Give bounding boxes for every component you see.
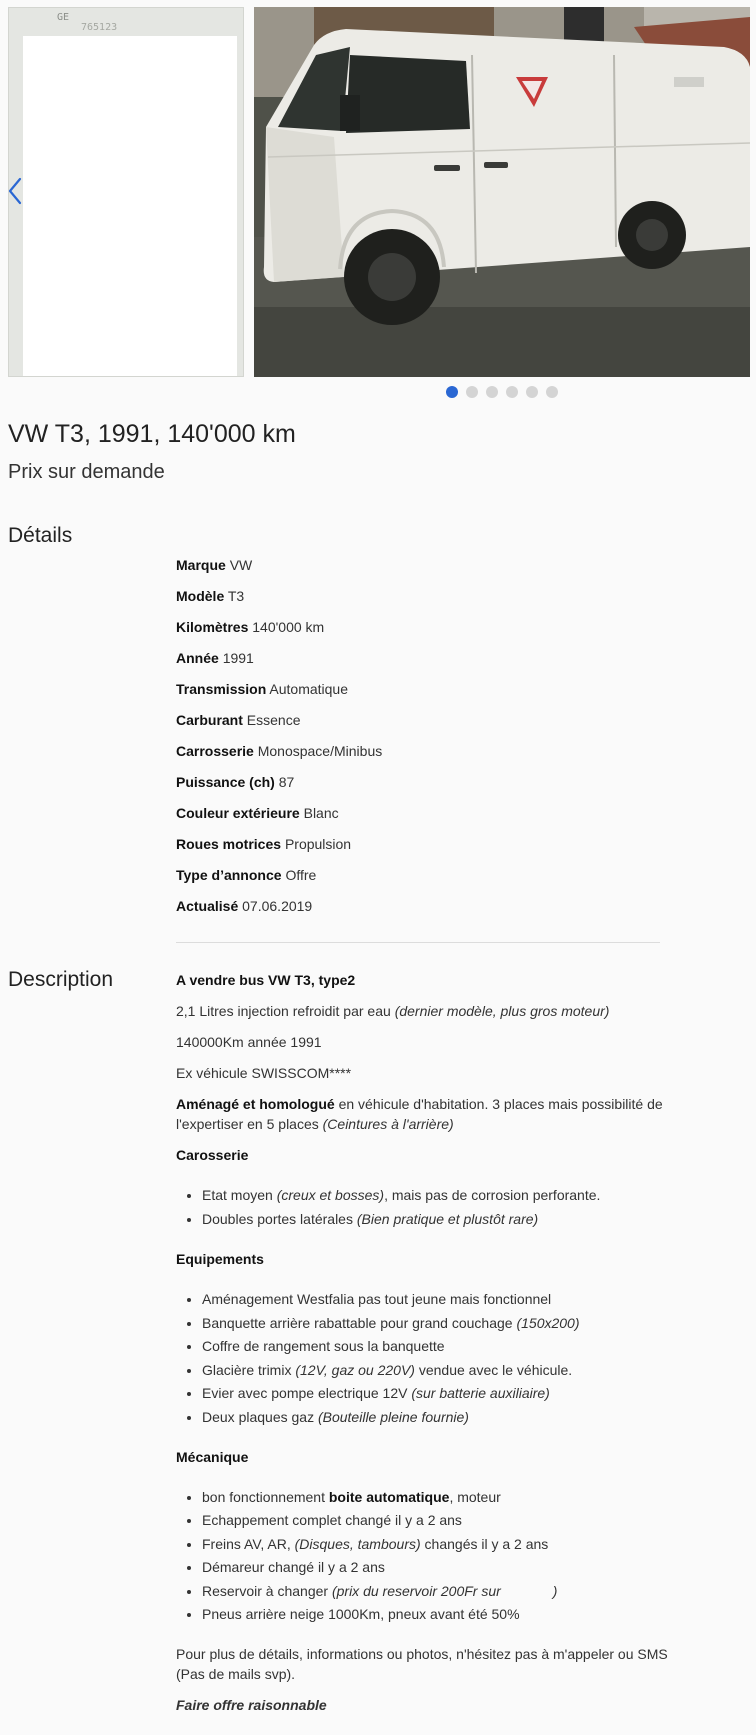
detail-key: Roues motrices bbox=[176, 836, 282, 852]
detail-row-roues bbox=[176, 834, 676, 865]
gallery-pagination bbox=[446, 386, 558, 398]
main-vehicle-photo[interactable] bbox=[254, 7, 750, 377]
detail-row-puissance bbox=[176, 772, 676, 803]
detail-key: Puissance (ch) bbox=[176, 774, 275, 790]
gallery-dot-3[interactable] bbox=[486, 386, 498, 398]
description-line-km: 140000Km année 1991 bbox=[176, 1034, 322, 1050]
details-heading: Détails bbox=[8, 524, 73, 547]
gallery-dot-2[interactable] bbox=[466, 386, 478, 398]
detail-key: Année bbox=[176, 650, 219, 666]
detail-row-actualise bbox=[176, 896, 676, 927]
detail-key: Marque bbox=[176, 557, 226, 573]
list-item: • bon fonctionnement boite automatique, moteur bbox=[202, 1487, 676, 1507]
thumbnail-form-code: GE bbox=[57, 12, 70, 23]
thumbnail-form-number: 765123 bbox=[81, 22, 118, 33]
thumbnail-paper bbox=[23, 36, 237, 376]
chevron-left-icon bbox=[7, 177, 23, 205]
van-photo bbox=[254, 7, 750, 377]
detail-value: VW bbox=[229, 557, 253, 573]
detail-value: Monospace/Minibus bbox=[257, 743, 383, 759]
list-item: • Reservoir à changer (prix du reservoir 200Fr sur ) bbox=[202, 1581, 676, 1601]
description-line-homologation: Aménagé et homologué en véhicule d'habitation. 3 places mais possibilité de l'expertiser en 5 places (Ceintures à l'arrière) bbox=[176, 1096, 663, 1132]
list-item: • Evier avec pompe electrique 12V (sur batterie auxiliaire) bbox=[202, 1383, 676, 1403]
detail-key: Type d’annonce bbox=[176, 867, 282, 883]
detail-value: Propulsion bbox=[284, 836, 352, 852]
list-item: • Pneus arrière neige 1000Km, pneux avant été 50% bbox=[202, 1604, 676, 1624]
detail-value: 140'000 km bbox=[252, 619, 325, 635]
detail-key: Kilomètres bbox=[176, 619, 249, 635]
detail-key: Transmission bbox=[176, 681, 267, 697]
detail-value: 87 bbox=[278, 774, 295, 790]
detail-row-couleur bbox=[176, 803, 676, 834]
detail-key: Modèle bbox=[176, 588, 225, 604]
gallery-dot-5[interactable] bbox=[526, 386, 538, 398]
detail-key: Actualisé bbox=[176, 898, 239, 914]
description-contact: Pour plus de détails, informations ou photos, n'hésitez pas à m'appeler ou SMS (Pas de mails svp). bbox=[176, 1646, 668, 1682]
detail-value: Essence bbox=[246, 712, 301, 728]
detail-value: Blanc bbox=[303, 805, 339, 821]
description-heading: Description bbox=[8, 968, 114, 991]
detail-row-kilometres bbox=[176, 617, 676, 648]
description-title: A vendre bus VW T3, type2 bbox=[176, 972, 356, 988]
mecanique-list bbox=[176, 1487, 676, 1625]
detail-value: T3 bbox=[227, 588, 245, 604]
previous-image-button[interactable] bbox=[4, 176, 26, 206]
description-line-origin: Ex véhicule SWISSCOM**** bbox=[176, 1065, 352, 1081]
detail-key: Couleur extérieure bbox=[176, 805, 300, 821]
list-item: • Banquette arrière rabattable pour grand couchage (150x200) bbox=[202, 1313, 676, 1333]
detail-row-type-annonce bbox=[176, 865, 676, 896]
equipements-list bbox=[176, 1289, 676, 1427]
carosserie-list bbox=[176, 1185, 676, 1229]
detail-row-annee bbox=[176, 648, 676, 679]
detail-row-transmission bbox=[176, 679, 676, 710]
description-closing: Faire offre raisonnable bbox=[176, 1697, 327, 1713]
list-item: • Aménagement Westfalia pas tout jeune mais fonctionnel bbox=[202, 1289, 676, 1309]
list-item: • Echappement complet changé il y a 2 ans bbox=[202, 1510, 676, 1530]
carosserie-title: Carosserie bbox=[176, 1147, 249, 1163]
detail-key: Carburant bbox=[176, 712, 243, 728]
details-list bbox=[176, 555, 676, 927]
listing-title: VW T3, 1991, 140'000 km bbox=[8, 420, 296, 448]
detail-value: Offre bbox=[285, 867, 317, 883]
gallery-dot-6[interactable] bbox=[546, 386, 558, 398]
list-item: • Deux plaques gaz (Bouteille pleine fournie) bbox=[202, 1407, 676, 1427]
list-item: • Démareur changé il y a 2 ans bbox=[202, 1557, 676, 1577]
detail-row-carrosserie bbox=[176, 741, 676, 772]
detail-row-marque bbox=[176, 555, 676, 586]
list-item: • Etat moyen (creux et bosses), mais pas de corrosion perforante. bbox=[202, 1185, 676, 1205]
listing-price: Prix sur demande bbox=[8, 461, 165, 483]
detail-value: 07.06.2019 bbox=[242, 898, 313, 914]
gallery-thumbnail-previous[interactable] bbox=[8, 7, 244, 377]
list-item: • Coffre de rangement sous la banquette bbox=[202, 1336, 676, 1356]
image-gallery bbox=[0, 0, 756, 378]
equipements-title: Equipements bbox=[176, 1251, 264, 1267]
detail-value: Automatique bbox=[269, 681, 348, 697]
detail-value: 1991 bbox=[222, 650, 254, 666]
list-item: • Doubles portes latérales (Bien pratique et plustôt rare) bbox=[202, 1209, 676, 1229]
detail-key: Carrosserie bbox=[176, 743, 254, 759]
detail-row-carburant bbox=[176, 710, 676, 741]
description-body bbox=[176, 970, 676, 1715]
list-item: • Freins AV, AR, (Disques, tambours) changés il y a 2 ans bbox=[202, 1534, 676, 1554]
list-item: • Glacière trimix (12V, gaz ou 220V) vendue avec le véhicule. bbox=[202, 1360, 676, 1380]
gallery-dot-4[interactable] bbox=[506, 386, 518, 398]
description-line-engine: 2,1 Litres injection refroidit par eau (dernier modèle, plus gros moteur) bbox=[176, 1003, 610, 1019]
section-divider bbox=[176, 942, 660, 943]
gallery-dot-1[interactable] bbox=[446, 386, 458, 398]
detail-row-modele bbox=[176, 586, 676, 617]
mecanique-title: Mécanique bbox=[176, 1448, 249, 1465]
